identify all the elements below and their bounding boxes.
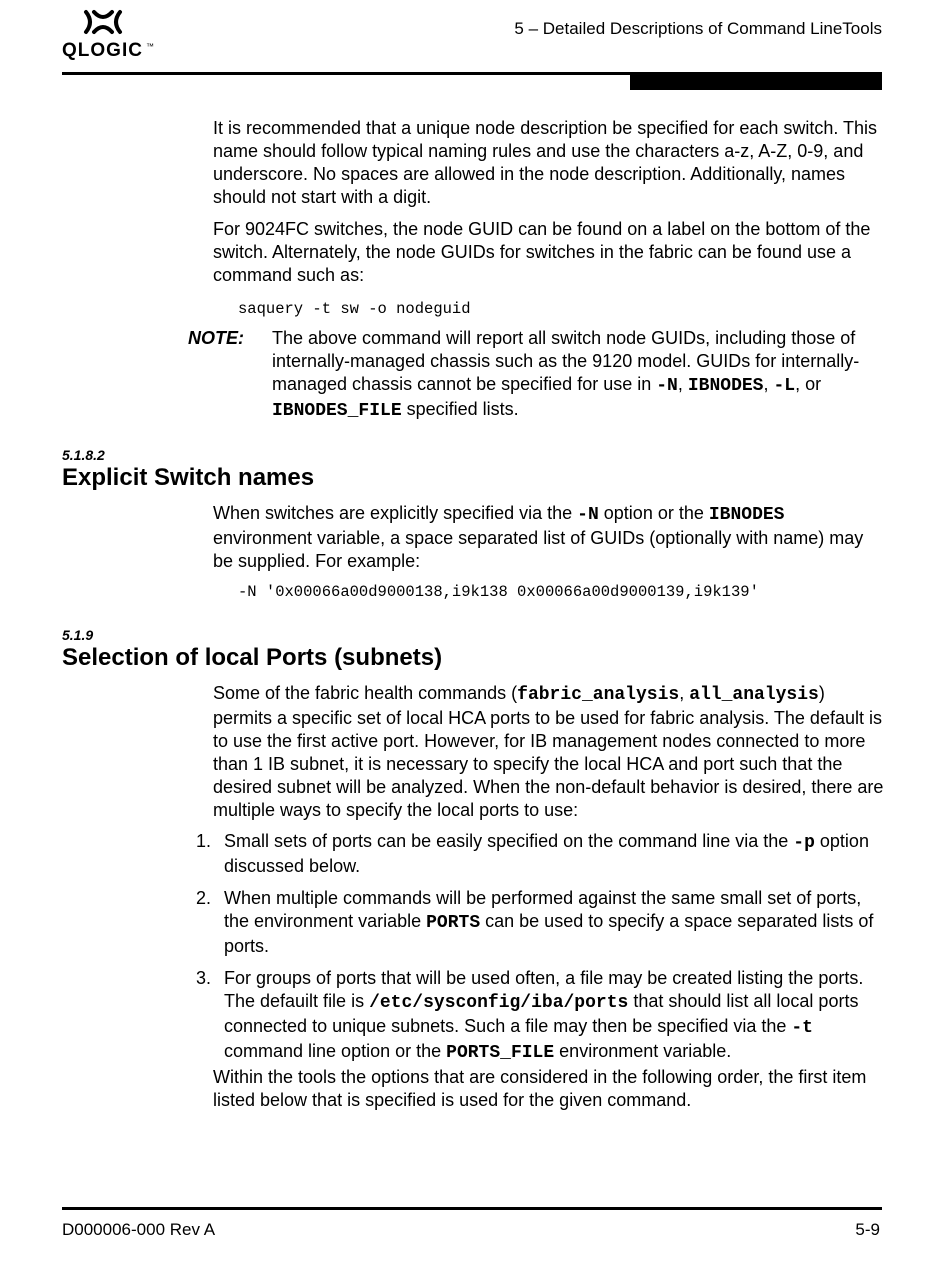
logo-wordmark: QLOGIC [62,40,143,61]
ports-options-list [196,830,886,1074]
list-item: 2. When multiple commands will be performed against the same small set of ports, the environment variable PORTS can be used to specify a space separated lists of ports. [196,888,874,956]
list-item: 1. Small sets of ports can be easily specified on the command line via the -p option discussed below. [196,831,869,876]
chapter-title: 5 – Detailed Descriptions of Command LineTools [514,19,882,38]
paragraph-local-ports: Some of the fabric health commands (fabric_analysis, all_analysis) permits a specific set of local HCA ports to be used for fabric analysis. The default is to use the first active port. However, for IB management nodes connected to more than 1 IB subnet, it is necessary to specify the local HCA and port such that the desired subnet will be analyzed. When the non-default behavior is desired, there are multiple ways to specify the local ports to use: [213,683,884,820]
qlogic-logo [62,8,162,64]
note-text: The above command will report all switch node GUIDs, including those of internally-managed chassis such as the 9120 model. GUIDs for internally-managed chassis cannot be specified for use in -N, IBNODES, -L, or IBNODES_FILE specified lists. [272,328,860,421]
note-label: NOTE: [188,328,244,348]
logo-trademark: ™ [146,42,154,51]
footer-page-number: 5-9 [855,1220,880,1239]
section-number: 5.1.9 [62,627,94,643]
paragraph-order: Within the tools the options that are considered in the following order, the first item listed below that is specified is used for the given command. [213,1067,867,1110]
paragraph-explicit-switch: When switches are explicitly specified via the -N option or the IBNODES environment variable, a space separated list of GUIDs (optionally with name) may be supplied. For example: [213,503,864,571]
section-title: Explicit Switch names [62,464,315,491]
code-saquery: saquery -t sw -o nodeguid [238,300,471,318]
footer-rule [62,1207,882,1210]
qlogic-emblem-icon [82,8,124,36]
section-title: Selection of local Ports (subnets) [62,644,443,671]
header-tab-bar [630,72,882,90]
paragraph-node-guid: For 9024FC switches, the node GUID can be found on a label on the bottom of the switch. Alternately, the node GUIDs for switches in the fabric can be found use a command such as: [213,219,871,285]
section-number: 5.1.8.2 [62,447,105,463]
paragraph-node-description: It is recommended that a unique node description be specified for each switch. This name should follow typical naming rules and use the characters a-z, A-Z, 0-9, and underscore. No spaces are allowed in the node description. Additionally, names should not start with a digit. [213,118,878,207]
footer-doc-id: D000006-000 Rev A [62,1220,216,1239]
code-guid-list: -N '0x00066a00d9000138,i9k138 0x00066a00d9000139,i9k139' [238,583,759,601]
list-item: 3. For groups of ports that will be used often, a file may be created listing the ports. The defauilt file is /etc/sysconfig/iba/ports that should list all local ports connected to unique subnets. Such a file may then be specified via the -t command line option or the PORTS_FILE environment variable. [196,968,864,1063]
